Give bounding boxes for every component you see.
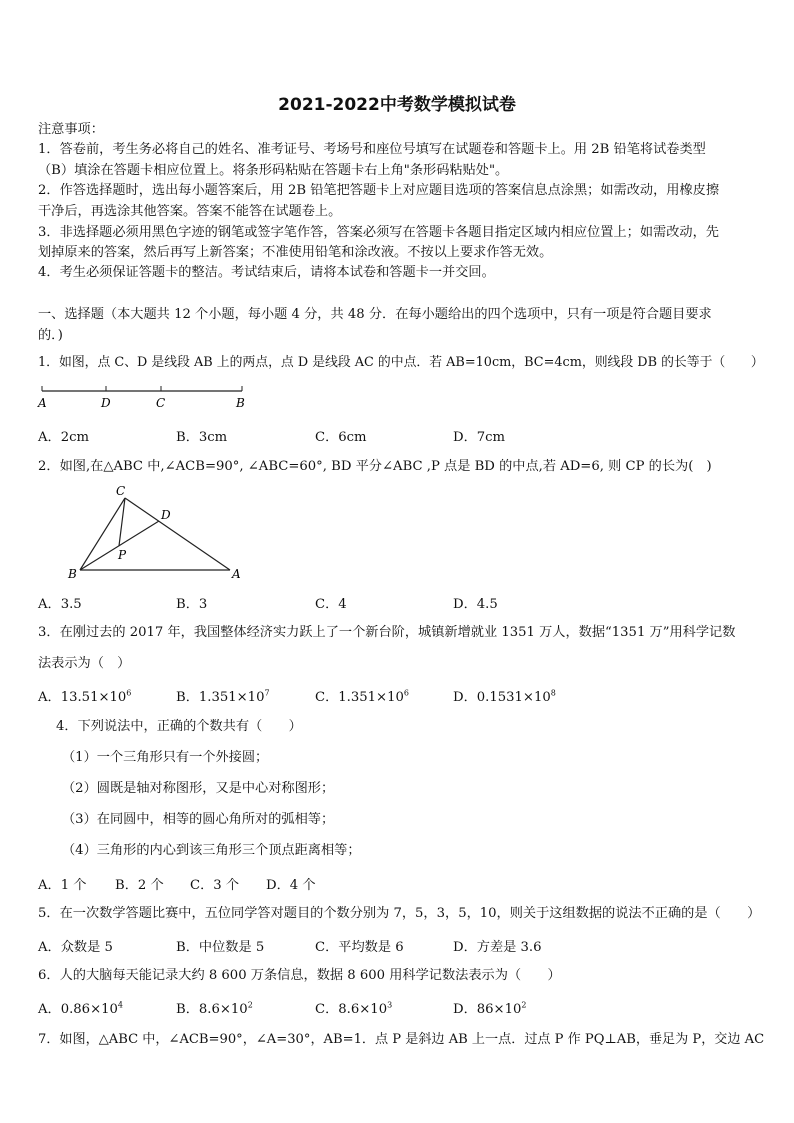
q4-option-a[interactable]: A．1 个 [38, 878, 87, 893]
section-header-cont: 的．) [38, 328, 63, 343]
q3-option-d[interactable]: D．$0.1531\times 10^8$ [453, 688, 556, 705]
q4-option-b[interactable]: B．2 个 [115, 878, 164, 893]
q4-statement: （3）在同圆中，相等的圆心角所对的弧相等； [62, 812, 335, 827]
notice-line: 3．非选择题必须用黑色字迹的钢笔或签字笔作答，答案必须写在答题卡各题目指定区域内相应位置上；如需改动，先 [38, 225, 719, 240]
q3-option-a[interactable]: A．$13.51\times 10^6$ [38, 688, 132, 705]
q6-text: 6．人的大脑每天能记录大约 8 600 万条信息，数据 8 600 用科学记数法表示为（ ） [38, 968, 561, 983]
q5-option-c[interactable]: C．平均数是 6 [315, 940, 404, 955]
q6-option-c[interactable]: C．$8.6\times 10^3$ [315, 1000, 393, 1017]
section-header: 一、选择题（本大题共 12 个小题，每小题 4 分，共 48 分．在每小题给出的四个选项中，只有一项是符合题目要求 [38, 307, 712, 322]
q5-option-d[interactable]: D．方差是 3.6 [453, 940, 542, 955]
notice-line: 4．考生必须保证答题卡的整洁。考试结束后，请将本试卷和答题卡一并交回。 [38, 265, 495, 280]
q2-text: 2．如图,在△ABC 中,∠ACB=90°, ∠ABC=60°, BD 平分∠ABC ,P 点是 BD 的中点,若 AD=6, 则 CP 的长为( ) [38, 459, 712, 474]
q1-segment-figure [34, 383, 250, 413]
q6-option-a[interactable]: A．$0.86\times 10^4$ [38, 1000, 123, 1017]
q4-text: 4．下列说法中，正确的个数共有（ ） [56, 719, 302, 734]
label-p: P [118, 548, 127, 562]
q3-option-b[interactable]: B．$1.351\times 10^7$ [176, 688, 270, 705]
notice-heading: 注意事项： [38, 122, 104, 137]
label-d: D [161, 508, 171, 522]
label-b: B [68, 567, 77, 581]
label-d: D [101, 396, 111, 410]
side-ca [125, 498, 230, 570]
label-a: A [232, 567, 241, 581]
notice-line: 2．作答选择题时，选出每小题答案后，用 2B 铅笔把答题卡上对应题目选项的答案信息点涂黑；如需改动，用橡皮擦 [38, 183, 720, 198]
label-b: B [236, 396, 245, 410]
label-c: C [156, 396, 166, 410]
q5-option-b[interactable]: B．中位数是 5 [176, 940, 265, 955]
q1-option-d[interactable]: D．7cm [453, 430, 506, 445]
label-c: C [116, 484, 126, 498]
label-a: A [38, 396, 47, 410]
q6-option-b[interactable]: B．$8.6\times 10^2$ [176, 1000, 253, 1017]
q4-statement: （1）一个三角形只有一个外接圆； [62, 750, 269, 765]
q1-option-c[interactable]: C．6cm [315, 430, 367, 445]
q3-text: 3．在刚过去的 2017 年，我国整体经济实力跃上了一个新台阶，城镇新增就业 1351 万人，数据“1351 万”用科学记数 [38, 625, 736, 640]
notice-line: 干净后，再选涂其他答案。答案不能答在试题卷上。 [38, 204, 342, 219]
q4-option-c[interactable]: C．3 个 [190, 878, 240, 893]
q1-option-b[interactable]: B．3cm [176, 430, 228, 445]
q2-triangle-figure [62, 482, 252, 582]
notice-line: 划掉原来的答案，然后再写上新答案；不准使用铅笔和涂改液。不按以上要求作答无效。 [38, 245, 553, 260]
q2-option-b[interactable]: B．3 [176, 597, 208, 612]
notice-line: 1．答卷前，考生务必将自己的姓名、准考证号、考场号和座位号填写在试题卷和答题卡上。用 2B 铅笔将试卷类型 [38, 142, 706, 157]
q5-text: 5．在一次数学答题比赛中，五位同学答对题目的个数分别为 7，5，3，5，10，则关于这组数据的说法不正确的是（ ） [38, 906, 761, 921]
q4-statement: （2）圆既是轴对称图形，又是中心对称图形； [62, 781, 335, 796]
q2-option-d[interactable]: D．4.5 [453, 597, 498, 612]
q7-text: 7．如图，△ABC 中，∠ACB=90°，∠A=30°，AB=1．点 P 是斜边 AB 上一点．过点 P 作 PQ⊥AB，垂足为 P，交边 AC [38, 1032, 765, 1047]
q4-statement: （4）三角形的内心到该三角形三个顶点距离相等； [62, 843, 361, 858]
notice-line: （B）填涂在答题卡相应位置上。将条形码粘贴在答题卡右上角"条形码粘贴处"。 [38, 163, 509, 178]
q2-option-a[interactable]: A．3.5 [38, 597, 82, 612]
q6-option-d[interactable]: D．$86\times 10^2$ [453, 1000, 527, 1017]
exam-title: 2021-2022中考数学模拟试卷 [278, 95, 516, 115]
q1-text: 1．如图，点 C、D 是线段 AB 上的两点，点 D 是线段 AC 的中点．若 AB=10cm，BC=4cm，则线段 DB 的长等于（ ） [38, 355, 764, 370]
q2-option-c[interactable]: C．4 [315, 597, 347, 612]
q4-option-d[interactable]: D．4 个 [266, 878, 316, 893]
q3-text-cont: 法表示为（ ） [38, 656, 131, 671]
q3-option-c[interactable]: C．$1.351\times 10^6$ [315, 688, 409, 705]
q5-option-a[interactable]: A．众数是 5 [38, 940, 113, 955]
q1-option-a[interactable]: A．2cm [38, 430, 89, 445]
